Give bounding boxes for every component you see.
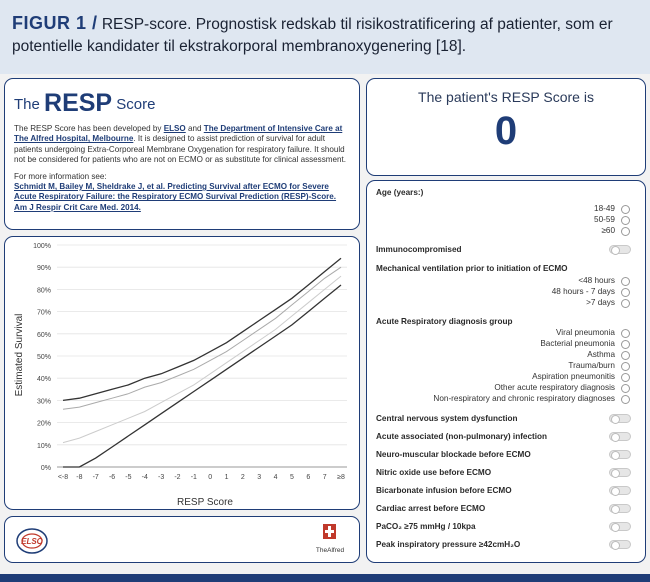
toggle-label: PaCO₂ ≥75 mmHg / 10kpa <box>376 522 476 531</box>
title-suffix: Score <box>116 96 156 113</box>
immunocompromised-toggle[interactable] <box>609 245 631 254</box>
x-tick-label: ≥8 <box>337 474 345 481</box>
y-tick-label: 30% <box>36 398 51 406</box>
trauma-burn-radio[interactable] <box>621 362 630 371</box>
diagnosis-option-label: Aspiration pneumonitis <box>532 372 615 381</box>
mechvent-option-label: >7 days <box>586 298 615 307</box>
score-value: 0 <box>494 109 518 153</box>
intro-text: The RESP Score has been developed by <box>14 124 162 133</box>
y-axis-label: Estimated Survival <box>14 313 25 397</box>
y-tick-label: 100% <box>33 243 51 250</box>
survival-series-line <box>63 285 341 467</box>
more-info: For more information see: <box>14 171 107 181</box>
title-resp: RESP <box>44 89 113 117</box>
x-tick-label: 1 <box>224 474 229 481</box>
score-label: The patient's RESP Score is <box>418 89 594 105</box>
survival-series-line <box>63 267 341 409</box>
y-tick-label: 60% <box>36 331 51 339</box>
intro-panel <box>4 78 360 230</box>
score-panel <box>366 78 646 176</box>
alfred-logo <box>316 524 345 554</box>
toggle-label: Nitric oxide use before ECMO <box>376 468 492 477</box>
resp-score-app <box>0 74 650 574</box>
asthma-radio[interactable] <box>621 351 630 360</box>
nitric-oxide-toggle[interactable] <box>609 468 631 477</box>
age-option-label: ≥60 <box>601 226 615 235</box>
mechvent-48h-7d-radio[interactable] <box>621 288 630 297</box>
x-tick-label: -8 <box>76 474 83 481</box>
elso-logo-text: ELSO <box>21 537 43 546</box>
x-tick-label: -6 <box>108 474 116 481</box>
intro-text-2: . It is designed to assist prediction of survival for adult patients undergoing Extra-Corporeal Membrane Oxygenation for respiratory failure. It should not be considered for patients who are not on ECMO or as substitute for clinical assessment. <box>14 134 347 165</box>
x-tick-label: -5 <box>125 474 132 481</box>
logos-panel <box>4 516 360 563</box>
immunocompromised-label: Immunocompromised <box>376 245 462 254</box>
acute-infection-toggle[interactable] <box>609 432 631 441</box>
y-tick-label: 10% <box>36 442 51 450</box>
figure-caption <box>0 0 650 70</box>
risk-factors-form <box>366 180 646 563</box>
viral-pneumonia-radio[interactable] <box>621 329 630 338</box>
peak-pressure-toggle[interactable] <box>609 540 631 549</box>
title-prefix: The <box>14 96 40 113</box>
x-axis-label: RESP Score <box>177 497 233 508</box>
non-respiratory-radio[interactable] <box>621 395 630 404</box>
age-option-label: 18-49 <box>594 204 615 213</box>
age-question: Age (years:) <box>376 188 424 197</box>
survival-chart-svg <box>5 237 361 511</box>
diagnosis-option-label: Other acute respiratory diagnosis <box>494 383 615 392</box>
bacterial-pneumonia-radio[interactable] <box>621 340 630 349</box>
x-tick-label: 2 <box>240 474 245 481</box>
figure-label: FIGUR 1 / <box>12 13 98 33</box>
x-tick-label: -4 <box>141 474 148 481</box>
diagnosis-option-label: Non-respiratory and chronic respiratory diagnoses <box>433 394 615 403</box>
cardiac-arrest-toggle[interactable] <box>609 504 631 513</box>
alfred-logo-text: TheAlfred <box>315 547 345 554</box>
age-18-49-radio[interactable] <box>621 205 630 214</box>
x-tick-label: 0 <box>208 474 213 481</box>
intro-description <box>14 124 351 166</box>
paco2-toggle[interactable] <box>609 522 631 531</box>
logos-svg <box>5 517 361 564</box>
age-50-59-radio[interactable] <box>621 216 630 225</box>
y-tick-label: 70% <box>36 309 51 317</box>
x-tick-label: -1 <box>190 474 197 481</box>
survival-chart <box>4 236 360 510</box>
age-option-label: 50-59 <box>594 215 615 224</box>
x-tick-label: 5 <box>289 474 294 481</box>
app-title <box>14 89 351 118</box>
mechvent-option-label: <48 hours <box>578 276 615 285</box>
reference-link[interactable]: Schmidt M, Bailey M, Sheldrake J, et al. Predicting Survival after ECMO for Severe Acute Respiratory Failure: the Respiratory ECMO Survival Prediction (RESP)-Score. Am J Respir Crit Care Med. 2014. <box>14 182 337 212</box>
y-tick-label: 20% <box>36 420 51 428</box>
age-60-plus-radio[interactable] <box>621 227 630 236</box>
x-tick-label: -3 <box>158 474 165 481</box>
x-tick-label: 6 <box>306 474 311 481</box>
toggle-label: Neuro-muscular blockade before ECMO <box>376 450 531 459</box>
mechvent-gt7d-radio[interactable] <box>621 299 630 308</box>
x-tick-label: -7 <box>92 474 99 481</box>
toggle-label: Cardiac arrest before ECMO <box>376 504 486 513</box>
alfred-link[interactable]: The Department of Intensive Care at The Alfred Hospital, Melbourne <box>14 124 343 144</box>
diagnosis-option-label: Trauma/burn <box>568 361 615 370</box>
toggle-label: Central nervous system dysfunction <box>376 414 518 423</box>
toggle-label: Peak inspiratory pressure ≥42cmH₂O <box>376 540 521 549</box>
x-tick-label: 3 <box>257 474 262 481</box>
bicarbonate-toggle[interactable] <box>609 486 631 495</box>
y-tick-label: 40% <box>36 376 51 384</box>
caption-text-1: RESP-score. Prognostisk redskab til risikostratificering af patienter, som er <box>101 16 613 33</box>
diagnosis-option-label: Viral pneumonia <box>555 328 615 337</box>
other-acute-radio[interactable] <box>621 384 630 393</box>
y-tick-label: 0% <box>40 465 51 472</box>
survival-series-line <box>63 276 341 443</box>
diagnosis-option-label: Bacterial pneumonia <box>540 339 615 348</box>
x-tick-label: <-8 <box>57 474 69 481</box>
mechvent-option-label: 48 hours - 7 days <box>551 287 615 296</box>
y-tick-label: 50% <box>36 354 51 361</box>
mechvent-lt48h-radio[interactable] <box>621 277 630 286</box>
aspiration-pneumonitis-radio[interactable] <box>621 373 630 382</box>
toggle-label: Bicarbonate infusion before ECMO <box>376 486 512 495</box>
cns-dysfunction-toggle[interactable] <box>609 414 631 423</box>
y-tick-label: 80% <box>36 287 51 295</box>
elso-link[interactable]: ELSO <box>163 124 186 133</box>
elso-logo <box>17 529 47 553</box>
mechvent-question: Mechanical ventilation prior to initiation of ECMO <box>376 264 568 273</box>
x-tick-label: 7 <box>322 474 327 481</box>
intro-and: and <box>187 124 202 133</box>
diagnosis-option-label: Asthma <box>587 350 615 359</box>
x-tick-label: -2 <box>174 474 181 481</box>
caption-line-1 <box>12 12 640 36</box>
bottom-rule <box>0 574 650 582</box>
y-tick-label: 90% <box>36 265 51 273</box>
caption-line-2: potentielle kandidater til ekstrakorporal membranoxygenering [18]. <box>12 38 467 55</box>
x-tick-label: 4 <box>273 474 278 481</box>
toggle-label: Acute associated (non-pulmonary) infection <box>376 432 548 441</box>
diagnosis-question: Acute Respiratory diagnosis group <box>376 317 513 326</box>
neuromuscular-blockade-toggle[interactable] <box>609 450 631 459</box>
